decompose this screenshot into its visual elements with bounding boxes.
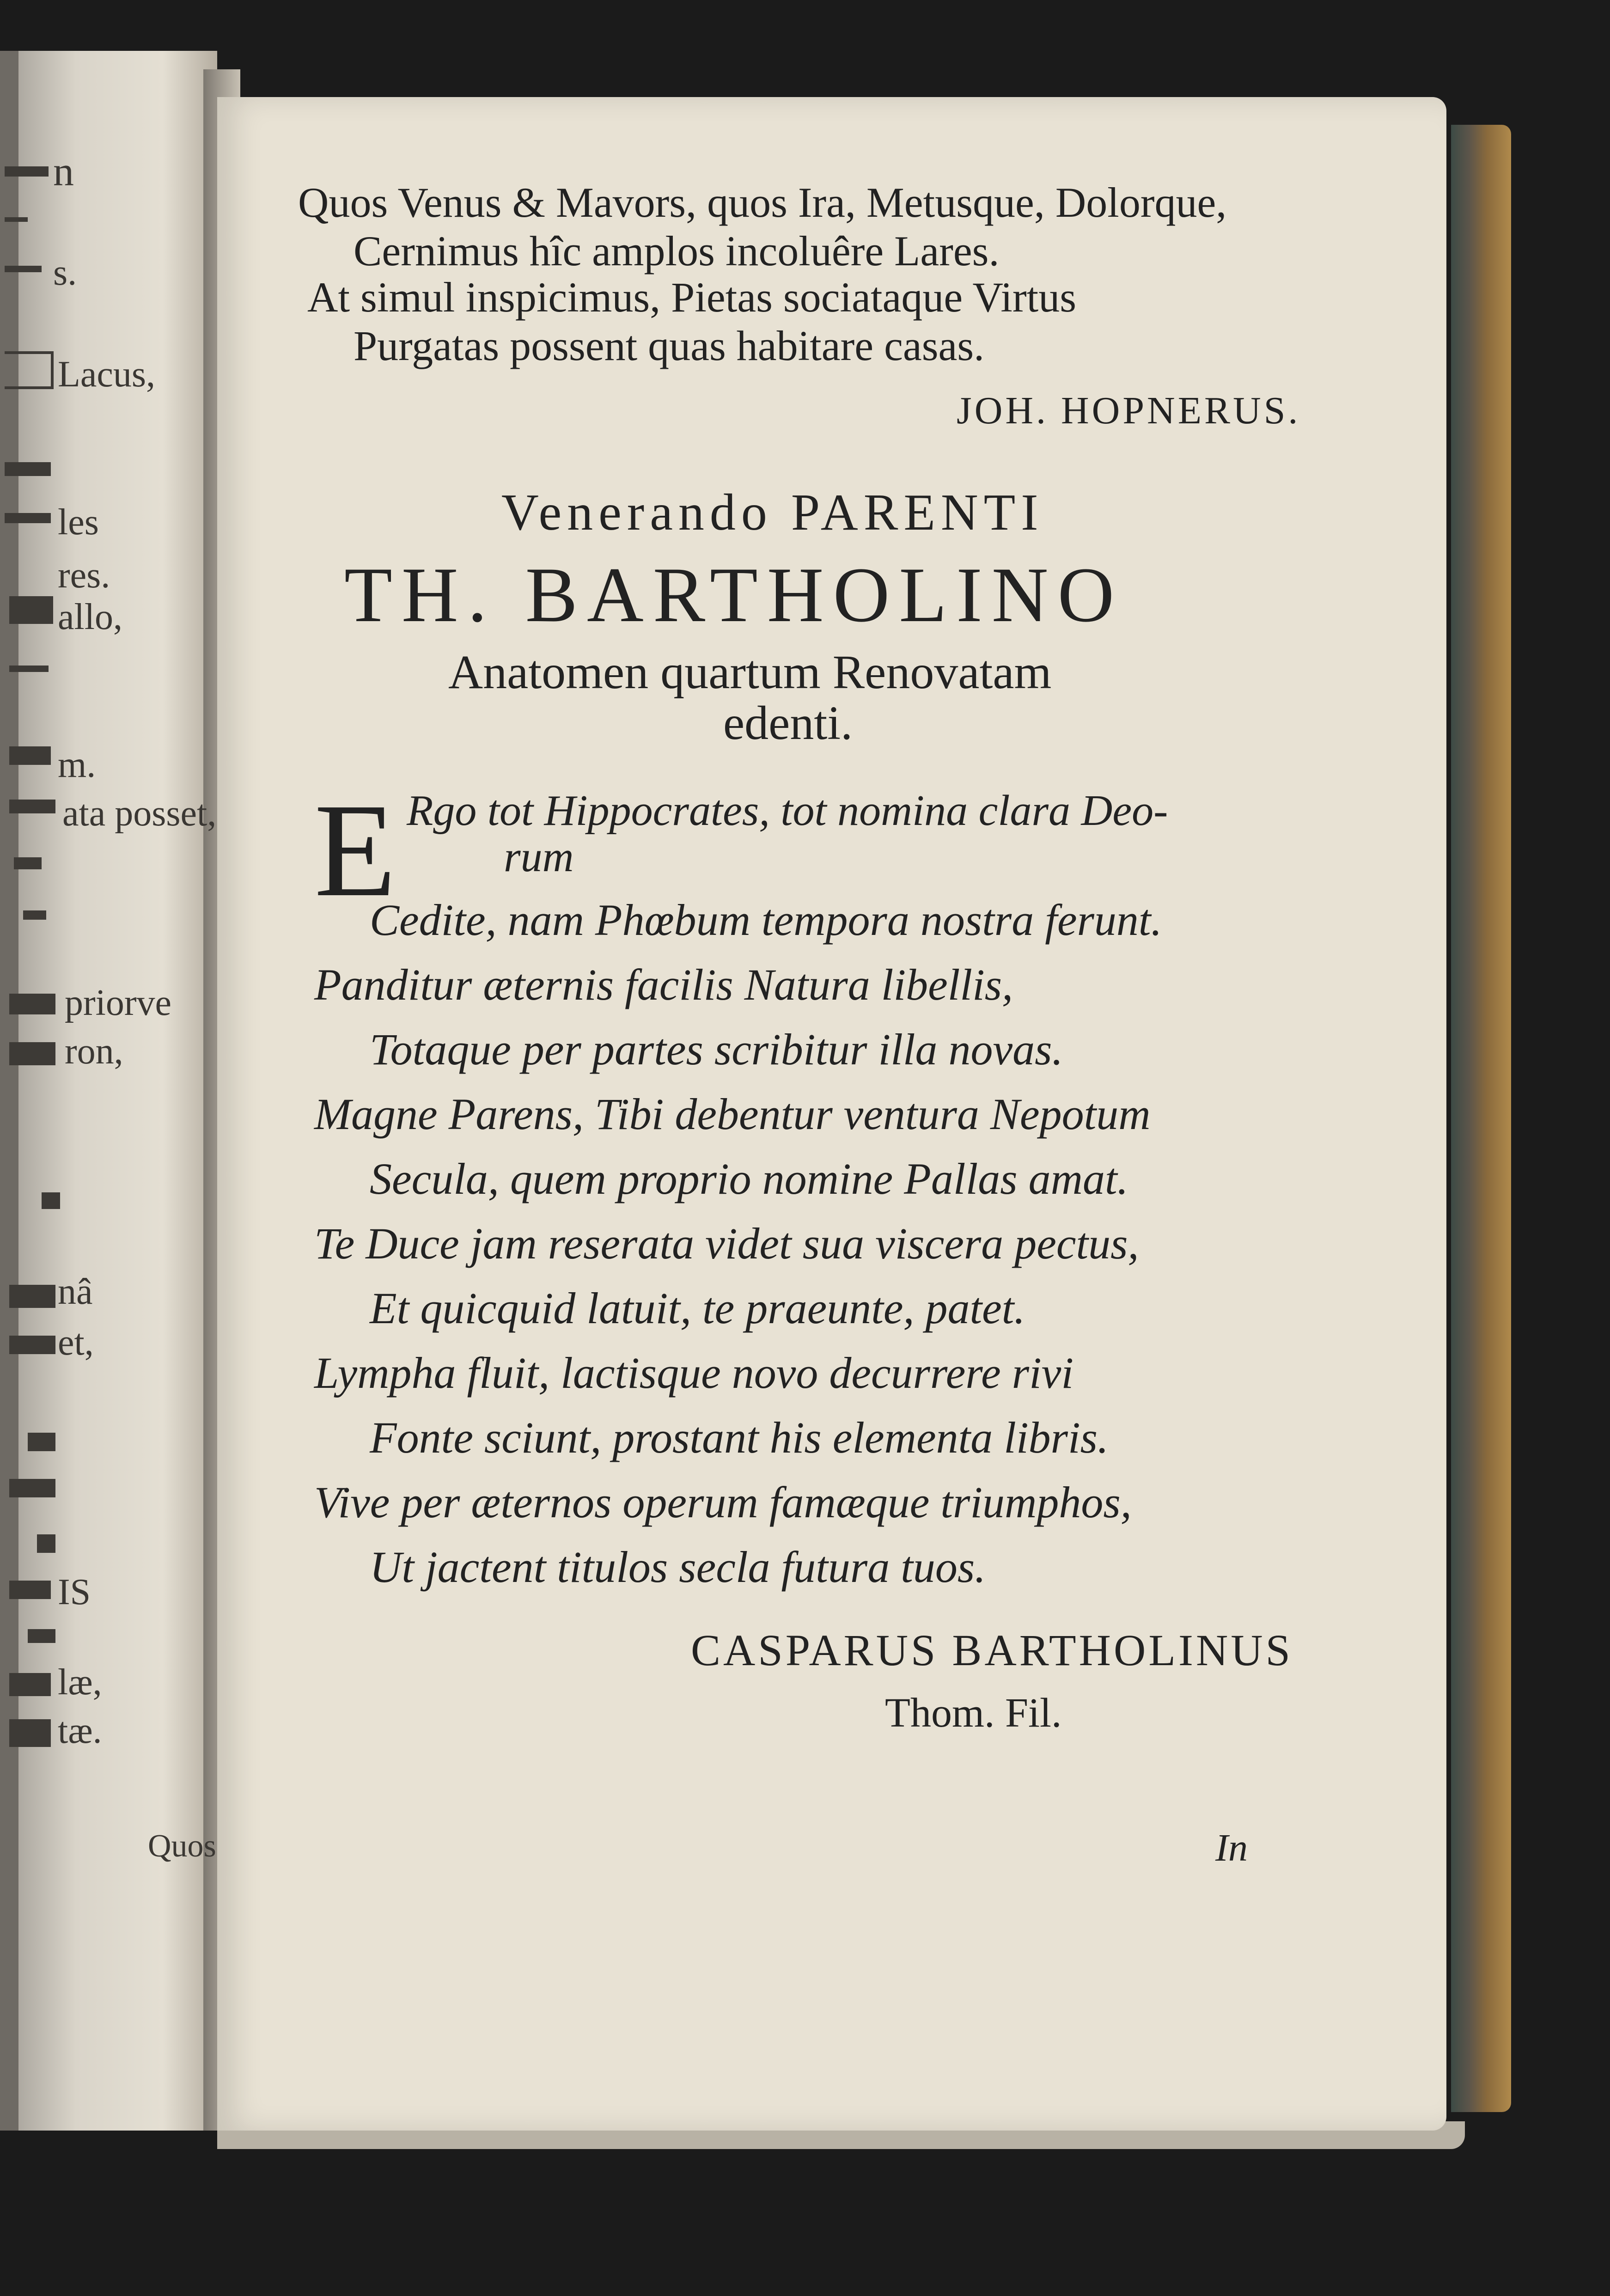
fragment-mark (5, 217, 28, 222)
poem2-line: Panditur æternis facilis Natura libellis, (314, 960, 1013, 1009)
fragment-mark (9, 596, 53, 624)
fragment-mark (9, 1336, 55, 1354)
dedication-line-4: edenti. (723, 696, 853, 750)
fragment-mark (37, 1534, 55, 1553)
poem2-line: Fonte sciunt, prostant his elementa libris. (370, 1413, 1109, 1462)
left-fragment: læ, (58, 1662, 102, 1703)
fragment-mark (5, 513, 51, 523)
left-fragment: allo, (58, 597, 122, 637)
left-fragment: res. (58, 555, 110, 596)
left-fragment: tæ. (58, 1710, 102, 1751)
left-fragment: et, (58, 1322, 94, 1363)
left-fragment: ata posset, (62, 793, 217, 834)
fragment-mark (9, 1479, 55, 1497)
fragment-mark (9, 994, 55, 1014)
fragment-mark (23, 910, 46, 920)
poem1-signature: JOH. HOPNERUS. (957, 389, 1301, 432)
fragment-mark (5, 166, 49, 177)
catchword: In (1215, 1826, 1248, 1869)
left-fragment: les (58, 502, 99, 543)
poem2-line: Secula, quem proprio nomine Pallas amat. (370, 1154, 1128, 1203)
poem2-line: Et quicquid latuit, te praeunte, patet. (370, 1283, 1025, 1333)
fragment-mark (9, 1285, 55, 1308)
dedication-title: TH. BARTHOLINO (344, 551, 1124, 638)
left-fragment: s. (53, 252, 77, 293)
poem2-line: Totaque per partes scribitur illa novas. (370, 1025, 1063, 1074)
fragment-mark (9, 1719, 51, 1747)
poem2-line: Vive per æternos operum famæque triumphos, (314, 1478, 1132, 1527)
left-fragment: m. (58, 745, 96, 785)
fragment-mark (9, 1673, 51, 1696)
poem2-first-line: Rgo tot Hippocrates, tot nomina clara Deo- (407, 787, 1168, 835)
poem2-signature: CASPARUS BARTHOLINUS (691, 1625, 1293, 1675)
poem2-signature-sub: Thom. Fil. (885, 1690, 1062, 1736)
left-catchword: Quos (148, 1828, 216, 1864)
poem1-line-3: At simul inspicimus, Pietas sociataque Virtus (307, 274, 1076, 321)
fragment-mark (5, 266, 42, 272)
left-fragment: IS (58, 1572, 91, 1612)
fragment-mark (5, 462, 51, 476)
poem2-line: Te Duce jam reserata videt sua viscera pectus, (314, 1219, 1139, 1268)
left-fragment: priorve (65, 983, 172, 1023)
fragment-mark (42, 1192, 60, 1209)
dedication-line-1: Venerando PARENTI (501, 484, 1044, 541)
poem2-line: Magne Parens, Tibi debentur ventura Nepotum (314, 1089, 1151, 1139)
dedication-line-3: Anatomen quartum Renovatam (448, 646, 1052, 699)
fragment-mark (9, 800, 55, 813)
poem1-line-1: Quos Venus & Mavors, quos Ira, Metusque, Dolorque, (298, 179, 1227, 226)
fragment-mark (9, 666, 49, 672)
poem1-line-2: Cernimus hîc amplos incoluêre Lares. (354, 227, 1000, 275)
poem2-line: Ut jactent titulos secla futura tuos. (370, 1542, 986, 1592)
fragment-mark (14, 857, 42, 869)
fragment-mark (9, 746, 51, 765)
cover-edge (1451, 125, 1511, 2112)
left-fragment: nâ (58, 1271, 93, 1312)
fragment-mark (28, 1629, 55, 1643)
fragment-mark (9, 1581, 51, 1599)
poem1-line-4: Purgatas possent quas habitare casas. (354, 322, 985, 369)
left-fragment: n (53, 149, 74, 195)
drop-cap: E (314, 776, 396, 924)
fragment-mark (5, 351, 54, 389)
left-fragment: ron, (65, 1031, 123, 1072)
poem2-line: Cedite, nam Phœbum tempora nostra ferunt. (370, 895, 1162, 945)
poem2-line: Lympha fluit, lactisque novo decurrere rivi (314, 1348, 1074, 1398)
fragment-mark (9, 1042, 55, 1065)
fragment-mark (28, 1433, 55, 1451)
left-fragment: Lacus, (58, 354, 156, 395)
poem2-first-line-cont: rum (504, 833, 574, 881)
